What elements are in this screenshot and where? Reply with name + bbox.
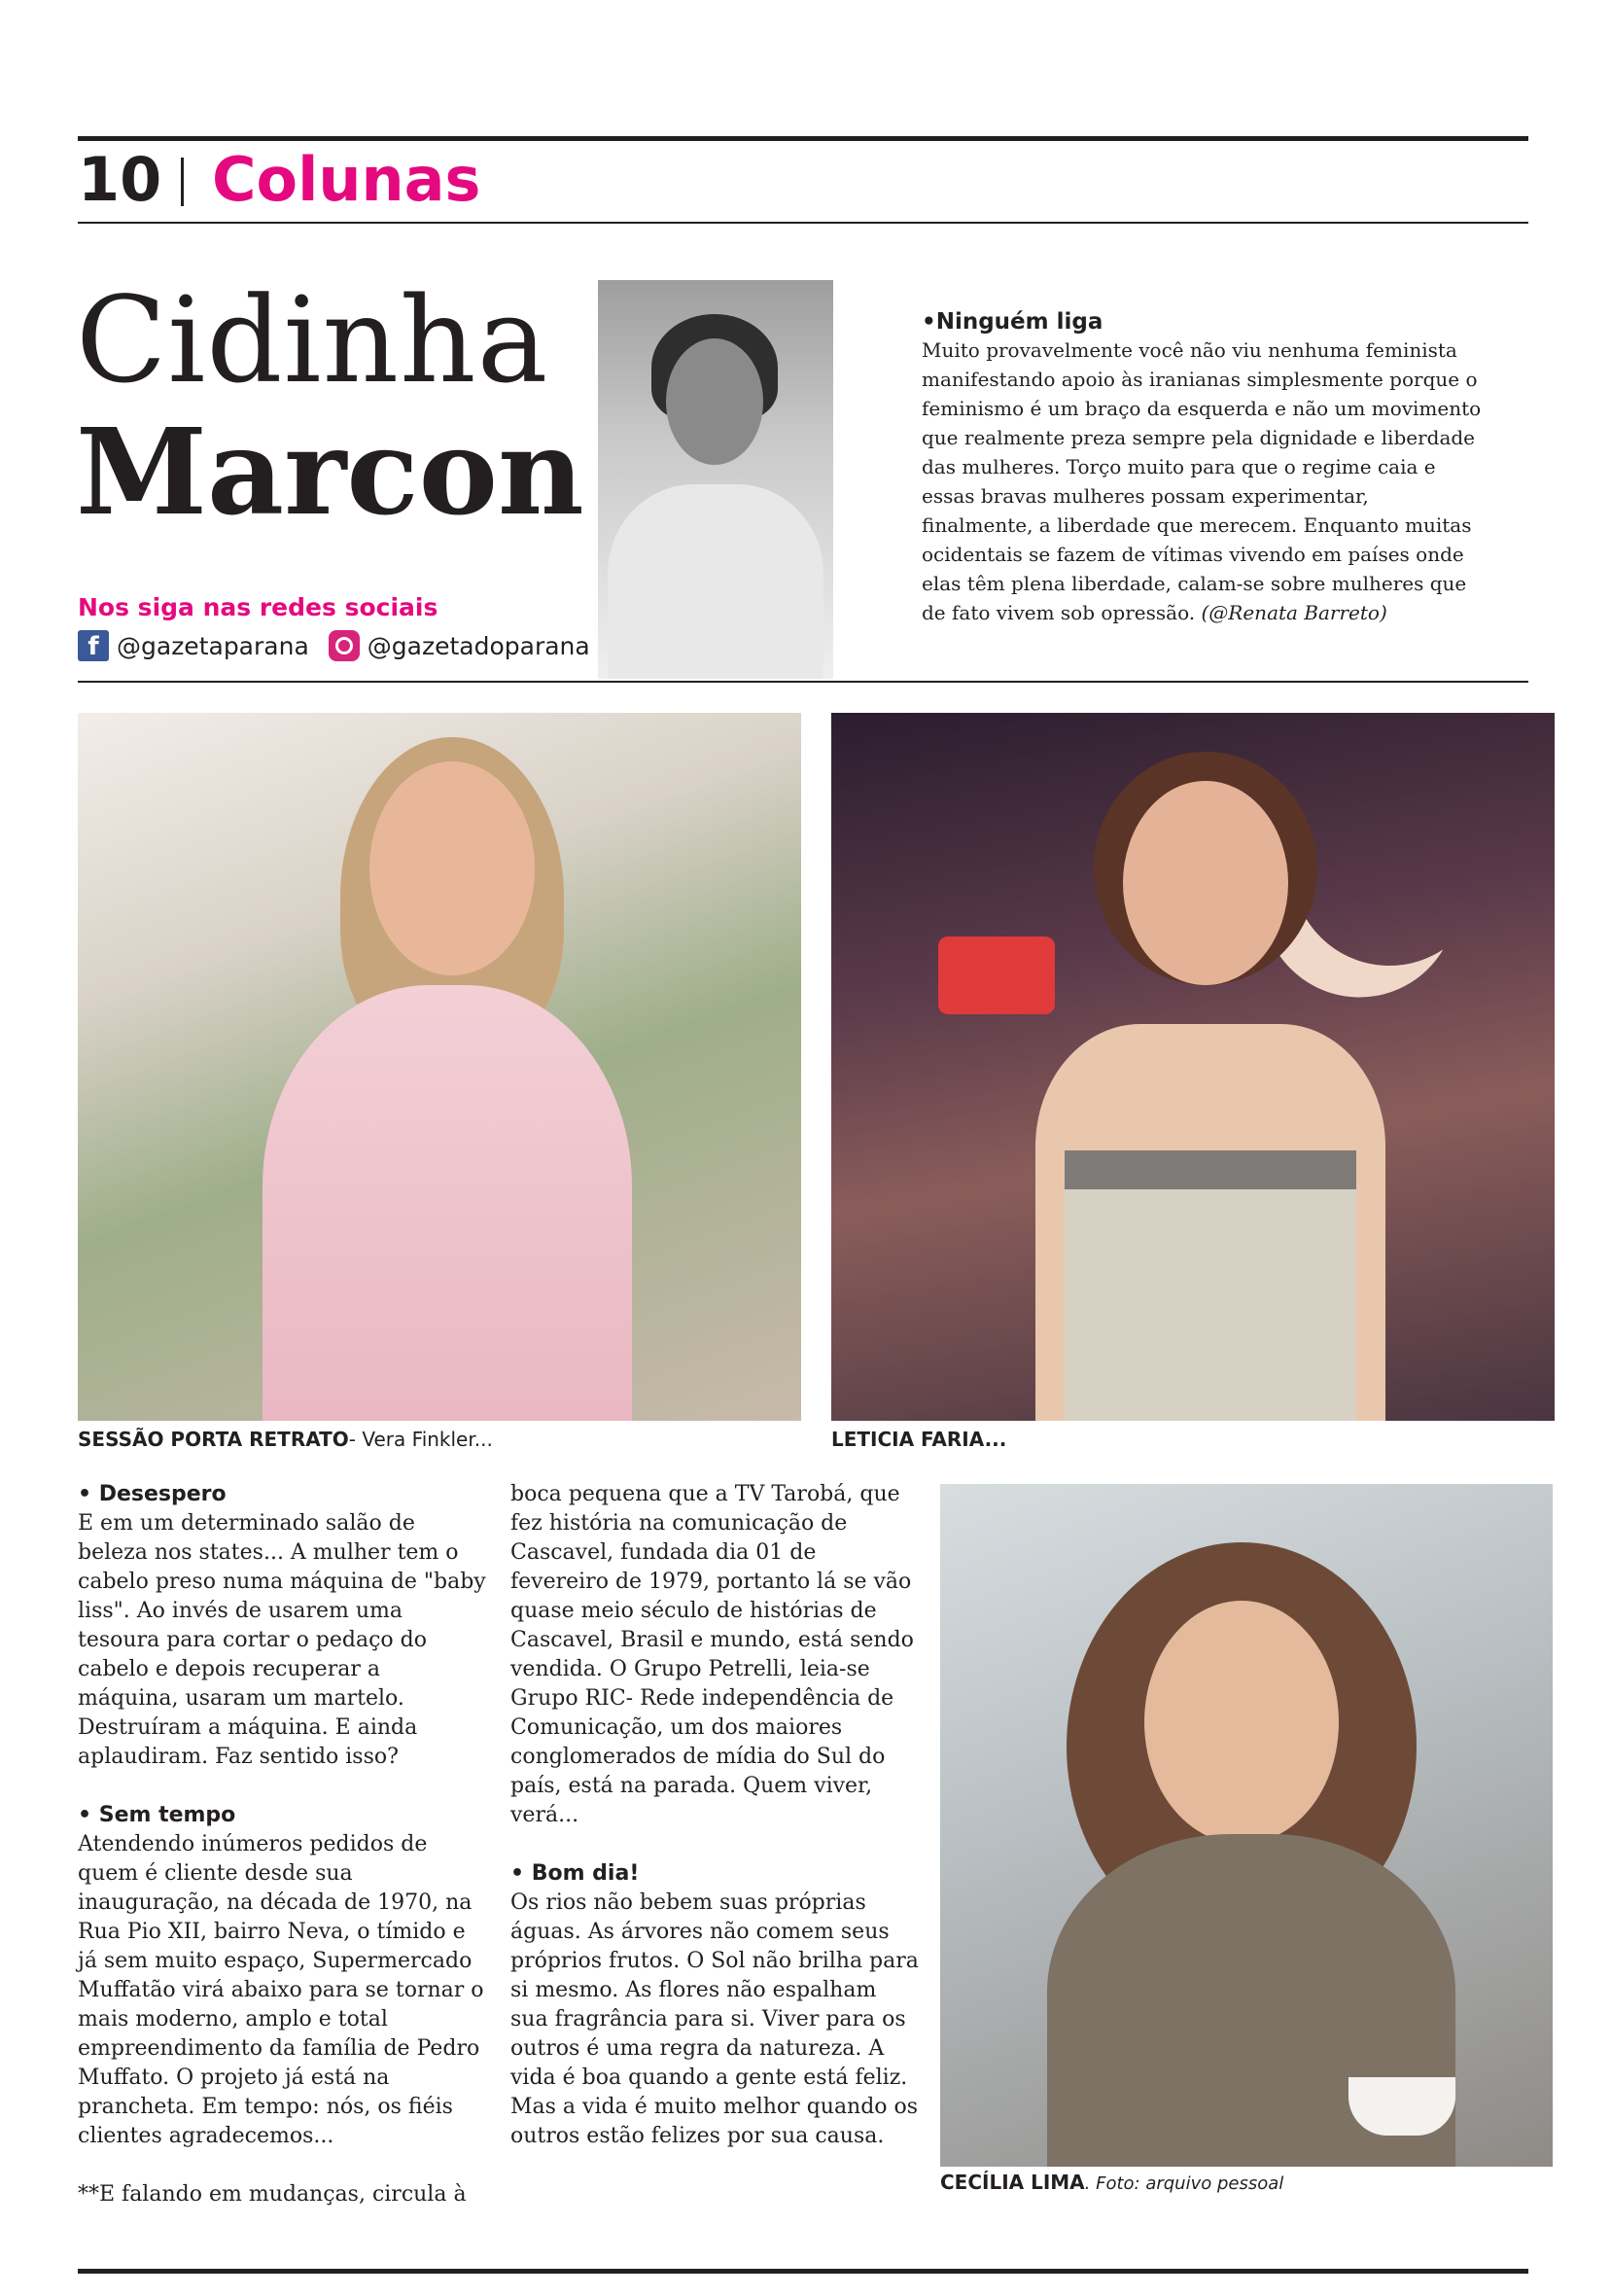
aside-credit: (@Renata Barreto)	[1201, 601, 1387, 624]
instagram-handle[interactable]: @gazetadoparana	[367, 631, 590, 660]
author-portrait	[598, 280, 833, 679]
facebook-handle[interactable]: @gazetaparana	[117, 631, 309, 660]
photo-cecilia-lima	[940, 1484, 1553, 2167]
aside-text	[922, 336, 1486, 627]
subhead-desespero: • Desespero	[78, 1482, 227, 1506]
column-1	[78, 1480, 486, 2209]
column-2	[510, 1480, 919, 2151]
text-mudancas-start: **E falando em mudanças, circula à	[78, 2182, 467, 2207]
social-links	[78, 630, 590, 661]
caption-vera-bold: SESSÃO PORTA RETRATO	[78, 1428, 349, 1451]
social-title: Nos siga nas redes sociais	[78, 593, 438, 621]
subhead-sem-tempo: • Sem tempo	[78, 1803, 236, 1827]
instagram-icon	[329, 630, 360, 661]
middle-rule	[78, 681, 1528, 683]
caption-leticia	[831, 1428, 1006, 1451]
photo-vera-finkler	[78, 713, 801, 1421]
text-bom-dia: Os rios não bebem suas próprias águas. As árvores não comem seus próprios frutos. O Sol não brilha para si mesmo. As flores não espalham sua fragrância para si. Viver para os outros é uma regra da natureza. A vida é boa quando a gente está feliz. Mas a vida é muito melhor quando os outros estão felizes por sua causa.	[510, 1890, 919, 2148]
header-separator	[181, 158, 184, 206]
caption-cecilia-bold: CECÍLIA LIMA	[940, 2171, 1085, 2194]
caption-cecilia-rest: . Foto: arquivo pessoal	[1084, 2173, 1284, 2194]
section-title: Colunas	[212, 144, 481, 215]
caption-vera	[78, 1428, 493, 1451]
aside-body: Muito provavelmente você não viu nenhuma feminista manifestando apoio às iranianas simplesmente porque o feminismo é um braço da esquerda e não um movimento que realmente preza sempre pela dignidade e liberdade das mulheres. Torço muito para que o regime caia e essas bravas mulheres possam experimentar, finalmente, a liberdade que merecem. Enquanto muitas ocidentais se fazem de vítimas vivendo em países onde elas têm plena liberdade, calam-se sobre mulheres que de fato vivem sob opressão.	[922, 338, 1482, 624]
aside-title: •Ninguém liga	[922, 309, 1103, 335]
author-last-name: Marcon	[76, 402, 584, 542]
author-first-name: Cidinha	[76, 271, 549, 409]
bottom-rule	[78, 2269, 1528, 2274]
subhead-bom-dia: • Bom dia!	[510, 1861, 640, 1886]
top-rule	[78, 136, 1528, 141]
text-sem-tempo: Atendendo inúmeros pedidos de quem é cliente desde sua inauguração, na década de 1970, na Rua Pio XII, bairro Neva, o tímido e já sem muito espaço, Supermercado Muffatão virá abaixo para se tornar o mais moderno, amplo e total empreendimento da família de Pedro Muffato. O projeto já está na prancheta. Em tempo: nós, os fiéis clientes agradecemos...	[78, 1832, 484, 2148]
text-desespero: E em um determinado salão de beleza nos states... A mulher tem o cabelo preso numa máquina de "baby liss". Ao invés de usarem uma tesoura para cortar o pedaço do cabelo e depois recuperar a máquina, usaram um martelo. Destruíram a máquina. E ainda aplaudiram. Faz sentido isso?	[78, 1511, 486, 1769]
text-mudancas-cont: boca pequena que a TV Tarobá, que fez história na comunicação de Cascavel, fundada dia 01 de fevereiro de 1979, portanto lá se vão quase meio século de histórias de Cascavel, Brasil e mundo, está sendo vendida. O Grupo Petrelli, leia-se Grupo RIC- Rede independência de Comunicação, um dos maiores conglomerados de mídia do Sul do país, está na parada. Quem viver, verá...	[510, 1482, 914, 1827]
facebook-icon: f	[78, 630, 109, 661]
header-rule	[78, 222, 1528, 224]
caption-vera-rest: - Vera Finkler...	[348, 1428, 493, 1451]
caption-cecilia	[940, 2171, 1283, 2194]
page-number: 10	[78, 144, 162, 215]
caption-leticia-bold: LETICIA FARIA...	[831, 1428, 1007, 1451]
photo-leticia-faria	[831, 713, 1555, 1421]
